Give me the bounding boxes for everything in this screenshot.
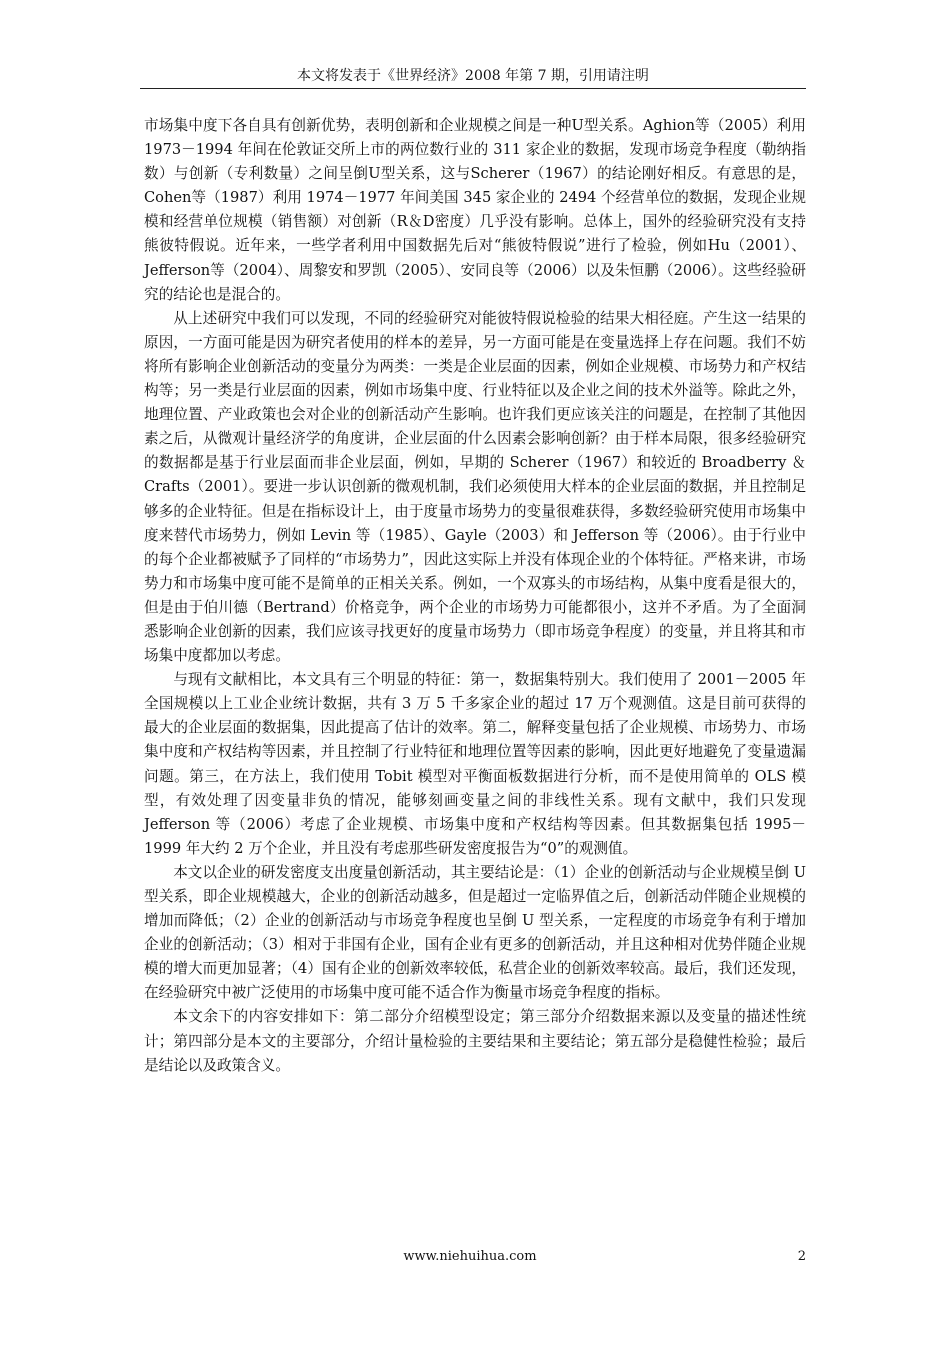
paragraph-continued: 市场集中度下各自具有创新优势，表明创新和企业规模之间是一种U型关系。Aghion等（2005）利用 1973－1994 年间在伦敦证交所上市的两位数行业的 311 家企业的数据，发现市场竞争程度（勒纳指数）与创新（专利数量）之间呈倒U型关系，这与Scherer（1967）的结论刚好相反。有意思的是，Cohen等（1987）利用 1974－1977 年间美国 345 家企业的 2494 个经营单位的数据，发现企业规模和经营单位规模（销售额）对创新（R＆D密度）几乎没有影响。总体上，国外的经验研究没有支持熊彼特假说。近年来，一些学者利用中国数据先后对“熊彼特假说”进行了检验，例如Hu（2001）、Jefferson等（2004）、周黎安和罗凯（2005）、安同良等（2006）以及朱恒鹏（2006）。这些经验研究的结论也是混合的。 bbox=[144, 117, 806, 303]
page-number: 2 bbox=[797, 1249, 806, 1264]
body-text bbox=[144, 114, 806, 1078]
paragraph: 本文余下的内容安排如下：第二部分介绍模型设定；第三部分介绍数据来源以及变量的描述性统计；第四部分是本文的主要部分，介绍计量检验的主要结果和主要结论；第五部分是稳健性检验；最后是结论以及政策含义。 bbox=[144, 1008, 806, 1074]
footer-url: www.niehuihua.com bbox=[403, 1249, 537, 1264]
paragraph: 从上述研究中我们可以发现，不同的经验研究对能彼特假说检验的结果大相径庭。产生这一结果的原因，一方面可能是因为研究者使用的样本的差异，另一方面可能是在变量选择上存在问题。我们不妨将所有影响企业创新活动的变量分为两类：一类是企业层面的因素，例如企业规模、市场势力和产权结构等；另一类是行业层面的因素，例如市场集中度、行业特征以及企业之间的技术外溢等。除此之外，地理位置、产业政策也会对企业的创新活动产生影响。也许我们更应该关注的问题是，在控制了其他因素之后，从微观计量经济学的角度讲，企业层面的什么因素会影响创新？由于样本局限，很多经验研究的数据都是基于行业层面而非企业层面，例如，早期的 Scherer（1967）和较近的 Broadberry ＆ Crafts（2001）。要进一步认识创新的微观机制，我们必须使用大样本的企业层面的数据，并且控制足够多的企业特征。但是在指标设计上，由于度量市场势力的变量很难获得，多数经验研究使用市场集中度来替代市场势力，例如 Levin 等（1985）、Gayle（2003）和 Jefferson 等（2006）。由于行业中的每个企业都被赋予了同样的“市场势力”，因此这实际上并没有体现企业的个体特征。严格来讲，市场势力和市场集中度可能不是简单的正相关关系。例如，一个双寡头的市场结构，从集中度看是很大的，但是由于伯川德（Bertrand）价格竞争，两个企业的市场势力可能都很小，这并不矛盾。为了全面洞悉影响企业创新的因素，我们应该寻找更好的度量市场势力（即市场竞争程度）的变量，并且将其和市场集中度都加以考虑。 bbox=[144, 309, 806, 665]
header-rule bbox=[140, 88, 806, 89]
paragraph: 与现有文献相比，本文具有三个明显的特征：第一，数据集特别大。我们使用了 2001－2005 年全国规模以上工业企业统计数据，共有 3 万 5 千多家企业的超过 17 万个观测值。这是目前可获得的最大的企业层面的数据集，因此提高了估计的效率。第二，解释变量包括了企业规模、市场势力、市场集中度和产权结构等因素，并且控制了行业特征和地理位置等因素的影响，因此更好地避免了变量遗漏问题。第三，在方法上，我们使用 Tobit 模型对平衡面板数据进行分析，而不是使用简单的 OLS 模型，有效处理了因变量非负的情况，能够刻画变量之间的非线性关系。现有文献中，我们只发现 Jefferson 等（2006）考虑了企业规模、市场集中度和产权结构等因素。但其数据集包括 1995－1999 年大约 2 万个企业，并且没有考虑那些研发密度报告为“0”的观测值。 bbox=[144, 671, 806, 857]
running-header: 本文将发表于《世界经济》2008 年第 7 期，引用请注明 bbox=[297, 68, 649, 84]
paragraph: 本文以企业的研发密度支出度量创新活动，其主要结论是：（1）企业的创新活动与企业规模呈倒 U 型关系，即企业规模越大，企业的创新活动越多，但是超过一定临界值之后，创新活动伴随企业规模的增加而降低；（2）企业的创新活动与市场竞争程度也呈倒 U 型关系，一定程度的市场竞争有利于增加企业的创新活动；（3）相对于非国有企业，国有企业有更多的创新活动，并且这种相对优势伴随企业规模的增大而更加显著；（4）国有企业的创新效率较低，私营企业的创新效率较高。最后，我们还发现，在经验研究中被广泛使用的市场集中度可能不适合作为衡量市场竞争程度的指标。 bbox=[144, 863, 806, 1002]
